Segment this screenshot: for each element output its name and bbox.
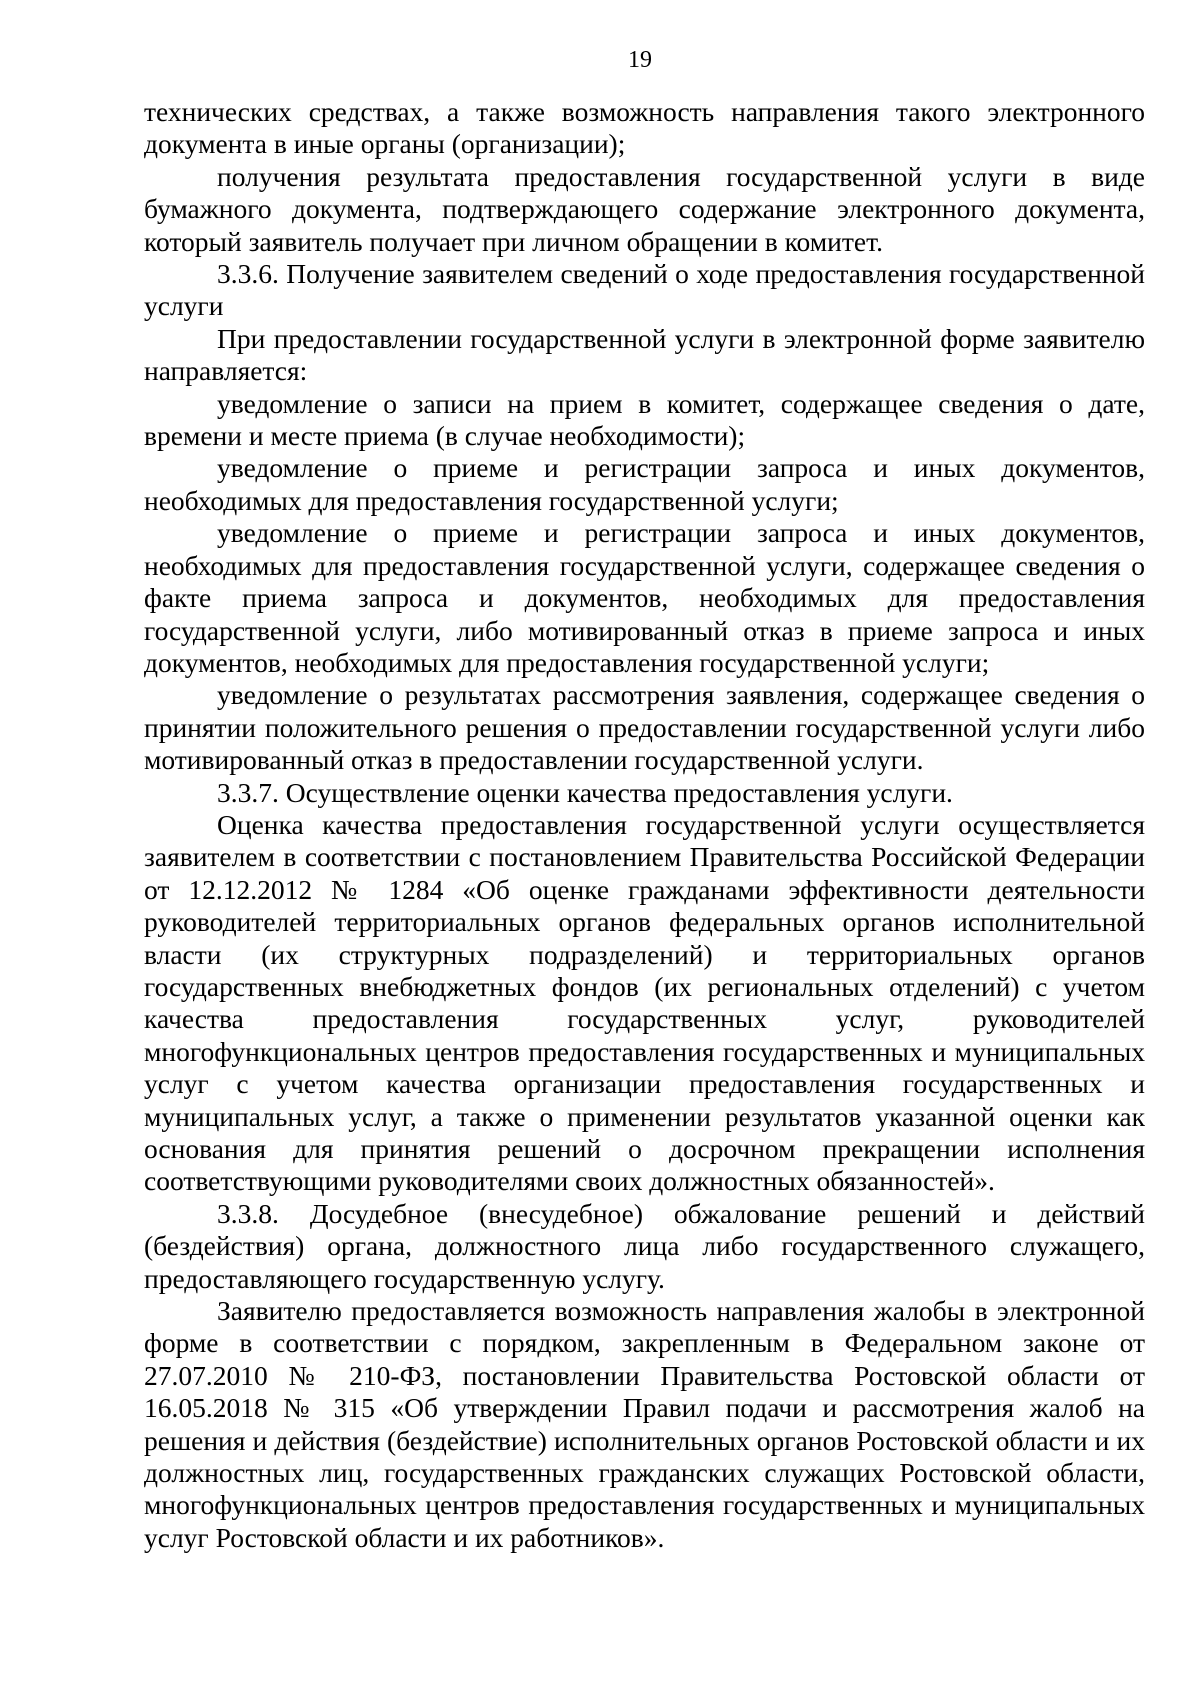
page-number: 19 bbox=[628, 47, 652, 73]
paragraph: 3.3.8. Досудебное (внесудебное) обжалование решений и действий (бездействия) органа, должностного лица либо государственного служащего, предоставляющего государственную услугу. bbox=[144, 1197, 1145, 1294]
paragraph: 3.3.6. Получение заявителем сведений о ходе предоставления государственной услуги bbox=[144, 258, 1145, 322]
paragraph: Заявителю предоставляется возможность направления жалобы в электронной форме в соответствии с порядком, закрепленным в Федеральном законе от 27.07.2010 № 210-ФЗ, постановлении Правительства Ростовской области от 16.05.2018 № 315 «Об утверждении Правил подачи и рассмотрения жалоб на решения и действия (бездействие) исполнительных органов Ростовской области и их должностных лиц, государственных гражданских служащих Ростовской области, многофункциональных центров предоставления государственных и муниципальных услуг Ростовской области и их работников». bbox=[144, 1295, 1145, 1553]
paragraph: уведомление о приеме и регистрации запроса и иных документов, необходимых для предоставления государственной услуги, содержащее сведения о факте приема запроса и документов, необходимых для предоставления государственной услуги, либо мотивированный отказ в приеме запроса и иных документов, необходимых для предоставления государственной услуги; bbox=[144, 517, 1145, 678]
paragraph: При предоставлении государственной услуги в электронной форме заявителю направляется: bbox=[144, 322, 1145, 387]
paragraph: уведомление о записи на прием в комитет, содержащее сведения о дате, времени и месте приема (в случае необходимости); bbox=[144, 387, 1145, 452]
paragraph: уведомление о приеме и регистрации запроса и иных документов, необходимых для предоставления государственной услуги; bbox=[144, 452, 1145, 516]
paragraph: уведомление о результатах рассмотрения заявления, содержащее сведения о принятии положительного решения о предоставлении государственной услуги либо мотивированный отказ в предоставлении государственной услуги. bbox=[144, 679, 1145, 776]
paragraph: технических средствах, а также возможность направления такого электронного документа в иные органы (организации); bbox=[144, 96, 1145, 160]
paragraph: Оценка качества предоставления государственной услуги осуществляется заявителем в соответствии с постановлением Правительства Российской Федерации от 12.12.2012 № 1284 «Об оценке гражданами эффективности деятельности руководителей территориальных органов федеральных органов исполнительной власти (их структурных подразделений) и территориальных органов государственных внебюджетных фондов (их региональных отделений) с учетом качества предоставления государственных услуг, руководителей многофункциональных центров предоставления государственных и муниципальных услуг с учетом качества организации предоставления государственных и муниципальных услуг, а также о применении результатов указанной оценки как основания для принятия решений о досрочном прекращении исполнения соответствующими руководителями своих должностных обязанностей». bbox=[144, 808, 1145, 1197]
paragraph: 3.3.7. Осуществление оценки качества предоставления услуги. bbox=[217, 776, 953, 808]
body-text bbox=[144, 96, 1145, 1554]
paragraph: получения результата предоставления государственной услуги в виде бумажного документа, подтверждающего содержание электронного документа, который заявитель получает при личном обращении в комитет. bbox=[144, 160, 1145, 257]
